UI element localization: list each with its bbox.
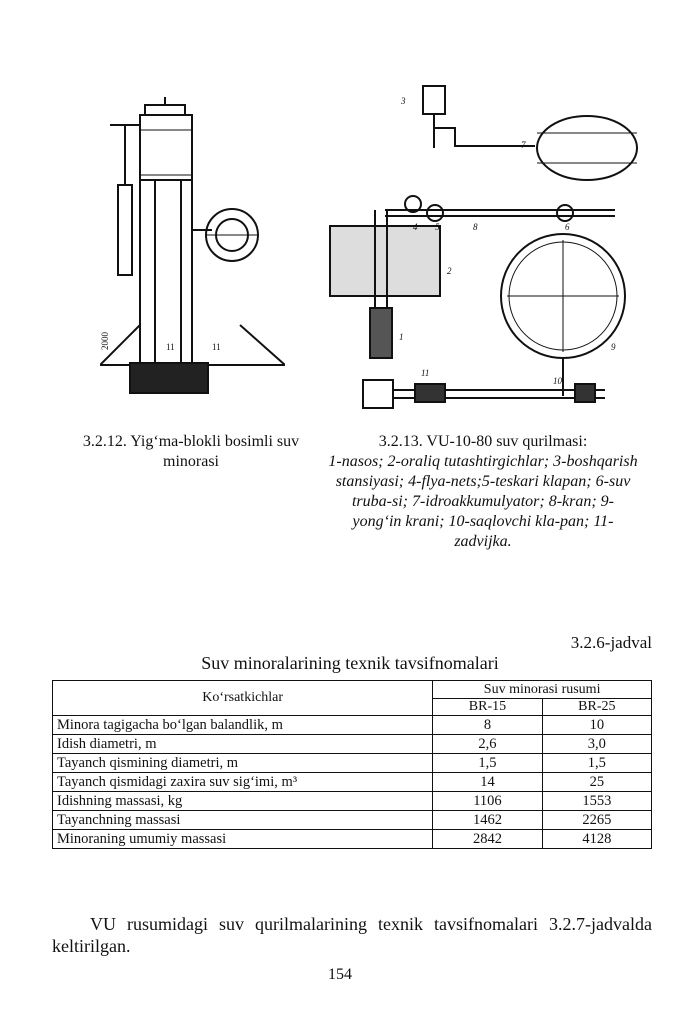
figure-caption-3-2-13 (328, 432, 638, 552)
caption-number: 3.2.13. (378, 433, 423, 450)
column-header-br25: BR-25 (542, 699, 651, 716)
callout-3: 3 (401, 96, 406, 106)
value-br25: 1553 (542, 792, 651, 811)
figure-caption-3-2-12 (60, 432, 322, 472)
callout-4: 4 (413, 222, 418, 232)
page-number: 154 (328, 966, 352, 983)
value-br15: 2,6 (433, 735, 542, 754)
value-br25: 2265 (542, 811, 651, 830)
specs-table (52, 680, 652, 849)
value-br15: 8 (433, 716, 542, 735)
row-header: Ko‘rsatkichlar (53, 681, 433, 716)
paragraph-line-1: VU rusumidagi suv qurilmalarining texnik tavsifnomalari (90, 914, 539, 934)
water-tower-drawing (100, 95, 285, 400)
row-label: Minoraning umumiy massasi (53, 830, 433, 849)
value-br25: 10 (542, 716, 651, 735)
callout-2: 2 (447, 266, 452, 276)
callout-1: 1 (399, 332, 404, 342)
row-label: Minora tagigacha bo‘lgan balandlik, m (53, 716, 433, 735)
table-title: Suv minoralarining texnik tavsifnomalari (201, 653, 499, 673)
section-mark-right: 11 (212, 342, 221, 352)
value-br25: 3,0 (542, 735, 651, 754)
callout-10: 10 (553, 376, 562, 386)
caption-legend: 1-nasos; 2-oraliq tutashtirgichlar; 3-boshqarish stansiyasi; 4-flya-nets;5-teskari klapan; 6-suv truba-si; 7-idroakkumulyator; 8-kran; 9-yong‘in krani; 10-saqlovchi kla-pan; 11-zadvijka. (328, 453, 638, 550)
row-label: Tayanchning massasi (53, 811, 433, 830)
value-br15: 1106 (433, 792, 542, 811)
caption-number: 3.2.12. (82, 433, 127, 450)
section-mark-left: 11 (166, 342, 175, 352)
group-header: Suv minorasi rusumi (433, 681, 652, 699)
table-label: 3.2.6-jadval (570, 633, 652, 652)
table-row (53, 830, 652, 849)
vu-installation-drawing (325, 78, 645, 413)
table-row (53, 811, 652, 830)
row-label: Idish diametri, m (53, 735, 433, 754)
row-label: Tayanch qismining diametri, m (53, 754, 433, 773)
table-row (53, 735, 652, 754)
callout-8: 8 (473, 222, 478, 232)
row-label: Idishning massasi, kg (53, 792, 433, 811)
callout-9: 9 (611, 342, 616, 352)
callout-6: 6 (565, 222, 570, 232)
caption-title: VU-10-80 suv qurilmasi: (426, 433, 588, 450)
callout-5: 5 (435, 222, 440, 232)
table-row (53, 773, 652, 792)
body-paragraph (52, 913, 652, 957)
table-row (53, 716, 652, 735)
value-br15: 14 (433, 773, 542, 792)
value-br25: 1,5 (542, 754, 651, 773)
value-br25: 4128 (542, 830, 651, 849)
figure-vu-installation (325, 78, 645, 413)
table-row (53, 754, 652, 773)
value-br15: 2842 (433, 830, 542, 849)
paragraph-line-2: 3.2.7-jadvalda keltirilgan. (52, 914, 652, 956)
value-br15: 1462 (433, 811, 542, 830)
figure-water-tower (100, 95, 285, 400)
column-header-br15: BR-15 (433, 699, 542, 716)
callout-7: 7 (521, 140, 526, 150)
height-label: 2000 (100, 332, 110, 350)
row-label: Tayanch qismidagi zaxira suv sig‘imi, m³ (53, 773, 433, 792)
value-br15: 1,5 (433, 754, 542, 773)
callout-11: 11 (421, 368, 430, 378)
value-br25: 25 (542, 773, 651, 792)
caption-title: Yig‘ma-blokli bosimli suv minorasi (130, 433, 300, 470)
table-row (53, 792, 652, 811)
